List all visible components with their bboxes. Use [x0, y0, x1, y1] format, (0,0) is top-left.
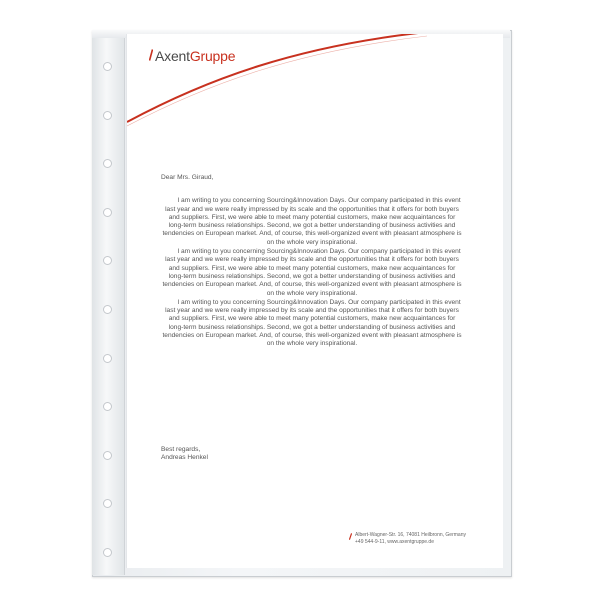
- letter-paragraph: I am writing to you concerning Sourcing&Innovation Days. Our company participated in this event last year and we were really impressed by its scale and the opportunities that it offers for both buyers and suppliers. First, we were able to meet many potential customers, make new acquaintances for long-term business relationships. Second, we got a better understanding of business activities and tendencies on European market. And, of course, this well-organized event with pleasant atmosphere is on the whole very inspirational.: [162, 298, 462, 348]
- logo-mark-icon: [149, 49, 153, 61]
- punch-hole: [103, 208, 112, 217]
- company-logo: [149, 48, 235, 64]
- punch-hole: [103, 451, 112, 460]
- letter-body: [161, 174, 463, 350]
- letter-closing: Best regards,: [161, 446, 201, 453]
- punch-hole: [103, 305, 112, 314]
- letter-paragraph: I am writing to you concerning Sourcing&Innovation Days. Our company participated in this event last year and we were really impressed by its scale and the opportunities that it offers for both buyers and suppliers. First, we were able to meet many potential customers, make new acquaintances for long-term business relationships. Second, we got a better understanding of business activities and tendencies on European market. And, of course, this well-organized event with pleasant atmosphere is on the whole very inspirational.: [162, 248, 462, 297]
- punch-hole: [103, 62, 112, 71]
- punch-hole: [103, 354, 112, 363]
- punch-hole: [103, 548, 112, 557]
- logo-text-axent: Axent: [155, 48, 190, 64]
- punch-hole: [103, 111, 112, 120]
- letter-closing-block: [161, 446, 208, 463]
- letter-signature-name: Andreas Henkel: [161, 454, 208, 462]
- letter-paragraph: I am writing to you concerning Sourcing&Innovation Days. Our company participated in this event last year and we were really impressed by its scale and the opportunities that it offers for both buyers and suppliers. First, we were able to meet many potential customers, make new acquaintances for long-term business relationships. Second, we got a better understanding of business activities and tendencies on European market. And, of course, this well-organized event with pleasant atmosphere is on the whole very inspirational.: [162, 197, 462, 246]
- logo-text-gruppe: Gruppe: [189, 48, 236, 64]
- letter-footer: [349, 532, 466, 546]
- letter-greeting: Dear Mrs. Giraud,: [161, 174, 214, 181]
- footer-logo-mark-icon: [349, 533, 352, 540]
- footer-contact: +49 544-9-11, www.axentgruppe.de: [355, 538, 434, 545]
- letter-sheet: [126, 34, 503, 568]
- footer-address: Albert-Wagner-Str. 16, 74081 Heilbronn, Germany: [355, 532, 466, 538]
